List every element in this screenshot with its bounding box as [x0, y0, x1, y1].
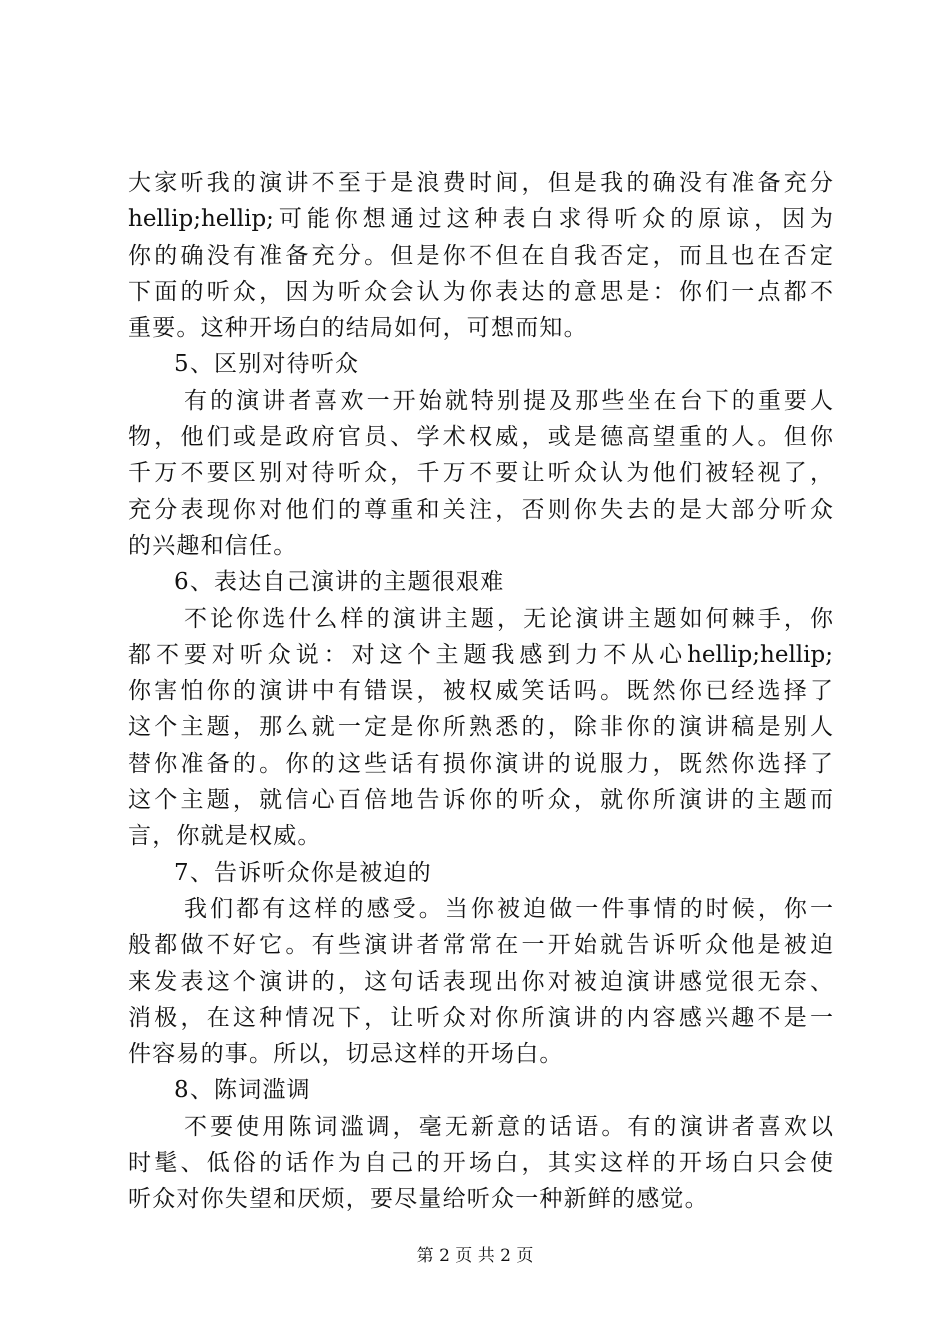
text-line: 来发表这个演讲的，这句话表现出你对被迫演讲感觉很无奈、	[128, 968, 833, 995]
text-line: 你害怕你的演讲中有错误，被权威笑话吗。既然你已经选择了	[128, 678, 833, 705]
section-heading-6: 6、表达自己演讲的主题很艰难	[174, 569, 505, 596]
body-text	[128, 165, 833, 1218]
text-line: 物，他们或是政府官员、学术权威，或是德高望重的人。但你	[128, 424, 833, 451]
text-line: hellip;hellip;可能你想通过这种表白求得听众的原谅，因为	[128, 206, 833, 233]
text-line: 千万不要区别对待听众，千万不要让听众认为他们被轻视了，	[128, 460, 833, 487]
text-line: 大家听我的演讲不至于是浪费时间，但是我的确没有准备充分	[128, 170, 833, 196]
text-line: 不论你选什么样的演讲主题，无论演讲主题如何棘手，你	[184, 605, 833, 632]
text-line: 般都做不好它。有些演讲者常常在一开始就告诉听众他是被迫	[128, 932, 833, 959]
text-line: 都不要对听众说：对这个主题我感到力不从心hellip;hellip;	[128, 641, 833, 668]
page-number-footer: 第 2 页 共 2 页	[416, 1246, 534, 1266]
section-heading-7: 7、告诉听众你是被迫的	[174, 859, 432, 886]
section-heading-5: 5、区别对待听众	[174, 351, 360, 378]
text-line: 消极，在这种情况下，让听众对你所演讲的内容感兴趣不是一	[128, 1004, 833, 1031]
section-heading-8: 8、陈词滥调	[174, 1077, 311, 1104]
text-line: 言，你就是权威。	[128, 823, 322, 850]
text-line: 有的演讲者喜欢一开始就特别提及那些坐在台下的重要人	[184, 387, 833, 414]
text-line: 的兴趣和信任。	[128, 532, 298, 559]
text-line: 这个主题，那么就一定是你所熟悉的，除非你的演讲稿是别人	[128, 714, 833, 741]
text-line: 下面的听众，因为听众会认为你表达的意思是：你们一点都不	[128, 278, 833, 305]
text-line: 你的确没有准备充分。但是你不但在自我否定，而且也在否定	[128, 242, 833, 269]
text-line: 听众对你失望和厌烦，要尽量给听众一种新鲜的感觉。	[128, 1186, 709, 1213]
text-line: 替你准备的。你的这些话有损你演讲的说服力，既然你选择了	[128, 750, 833, 777]
text-line: 充分表现你对他们的尊重和关注，否则你失去的是大部分听众	[128, 496, 833, 523]
text-line: 这个主题，就信心百倍地告诉你的听众，就你所演讲的主题而	[128, 787, 833, 814]
text-line: 件容易的事。所以，切忌这样的开场白。	[128, 1041, 564, 1068]
text-line: 重要。这种开场白的结局如何，可想而知。	[128, 315, 588, 342]
text-line: 我们都有这样的感受。当你被迫做一件事情的时候，你一	[184, 895, 833, 922]
text-line: 时髦、低俗的话作为自己的开场白，其实这样的开场白只会使	[128, 1150, 833, 1177]
text-line: 不要使用陈词滥调，毫无新意的话语。有的演讲者喜欢以	[184, 1113, 833, 1140]
